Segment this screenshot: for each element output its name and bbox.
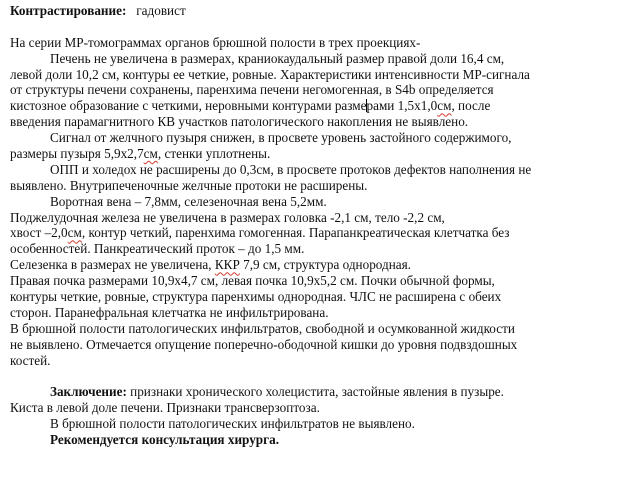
spleen-part-b: 7,9 см, структура однородная.	[239, 257, 411, 273]
spellcheck-word: ККР	[214, 257, 240, 273]
recommendation-text: Рекомендуется консультация хирурга.	[50, 432, 280, 448]
spleen-part-a: Селезенка в размерах не увеличена,	[10, 257, 215, 273]
pancreas-part-a: хвост –2,0	[10, 225, 68, 241]
liver-line-4	[10, 98, 615, 114]
pancreas-line-1: Поджелудочная железа не увеличена в размерах головка -2,1 см, тело -2,2 см,	[10, 209, 445, 225]
contrast-agent: гадовист	[136, 3, 186, 18]
conclusion-line-1	[10, 384, 615, 400]
report-document	[10, 3, 615, 448]
kidneys-line-3: сторон. Паранефральная клетчатка не инфильтрирована.	[10, 304, 329, 320]
spleen-line	[10, 257, 615, 273]
abdomen-line-1: В брюшной полости патологических инфильтратов, свободной и осумкованной жидкости	[10, 320, 515, 336]
conclusion-line-2: Киста в левой доле печени. Признаки трансверзоптоза.	[10, 400, 320, 416]
kidneys-line-2: контуры четкие, ровные, структура паренхимы однородная. ЧЛС не расширена с обеих	[10, 289, 502, 305]
abdomen-line-3: костей.	[10, 352, 51, 368]
gallbladder-line-1: Сигнал от желчного пузыря снижен, в просвете уровень застойного содержимого,	[50, 130, 512, 146]
spellcheck-word: см	[143, 146, 158, 162]
conclusion-label: Заключение:	[50, 384, 127, 400]
pancreas-line-3: особенностей. Панкреатический проток – до 1,5 мм.	[10, 241, 305, 257]
liver-line-4-part-a: кистозное образование с четкими, неровными контурами разме	[10, 98, 367, 114]
liver-line-2: левой доли 10,2 см, контуры ее четкие, ровные. Характеристики интенсивности МР-сигнала	[10, 66, 530, 82]
liver-line-3: от структуры печени сохранены, паренхима печени негомогенная, в S4b определяется	[10, 82, 494, 98]
spellcheck-word: см	[67, 225, 82, 241]
spellcheck-word: см	[437, 98, 452, 114]
spacer	[10, 368, 615, 384]
conclusion-text-1: признаки хронического холецистита, застойные явления в пузыре.	[126, 384, 504, 400]
abdomen-line-2: не выявлено. Отмечается опущение поперечно-ободочной кишки до уровня подвздошных	[10, 336, 518, 352]
gallbladder-line-2	[10, 146, 615, 162]
conclusion-line-3: В брюшной полости патологических инфильтратов не выявлено.	[50, 416, 415, 432]
intro-line: На серии МР-томограммах органов брюшной полости в трех проекциях-	[10, 34, 421, 50]
vessels-line: Воротная вена – 7,8мм, селезеночная вена 5,2мм.	[50, 193, 327, 209]
ducts-line-2: выявлено. Внутрипеченочные желчные протоки не расширены.	[10, 177, 368, 193]
recommendation-line	[10, 432, 615, 448]
gallbladder-part-b: , стенки уплотнены.	[157, 146, 271, 162]
ducts-line-1: ОПП и холедох не расширены до 0,3см, в просвете протоков дефектов наполнения не	[50, 161, 532, 177]
liver-line-4-part-c: , после	[451, 98, 491, 114]
liver-line-1: Печень не увеличена в размерах, краниокаудальный размер правой доли 16,4 см,	[50, 50, 505, 66]
kidneys-line-1: Правая почка размерами 10,9х4,7 см, левая почка 10,9х5,2 см. Почки обычной формы,	[10, 273, 495, 289]
contrast-label: Контрастирование:	[10, 3, 127, 18]
liver-line-5: введения парамагнитного КВ участков патологического накопления не выявлено.	[10, 114, 469, 130]
liver-line-4-part-b: рами 1,5х1,0	[366, 98, 438, 114]
pancreas-part-b: , контур четкий, паренхима гомогенная. Парапанкреатическая клетчатка без	[81, 225, 510, 241]
spacer	[10, 19, 615, 35]
contrast-line	[10, 3, 615, 19]
gallbladder-part-a: размеры пузыря 5,9х2,7	[10, 146, 144, 162]
pancreas-line-2	[10, 225, 615, 241]
